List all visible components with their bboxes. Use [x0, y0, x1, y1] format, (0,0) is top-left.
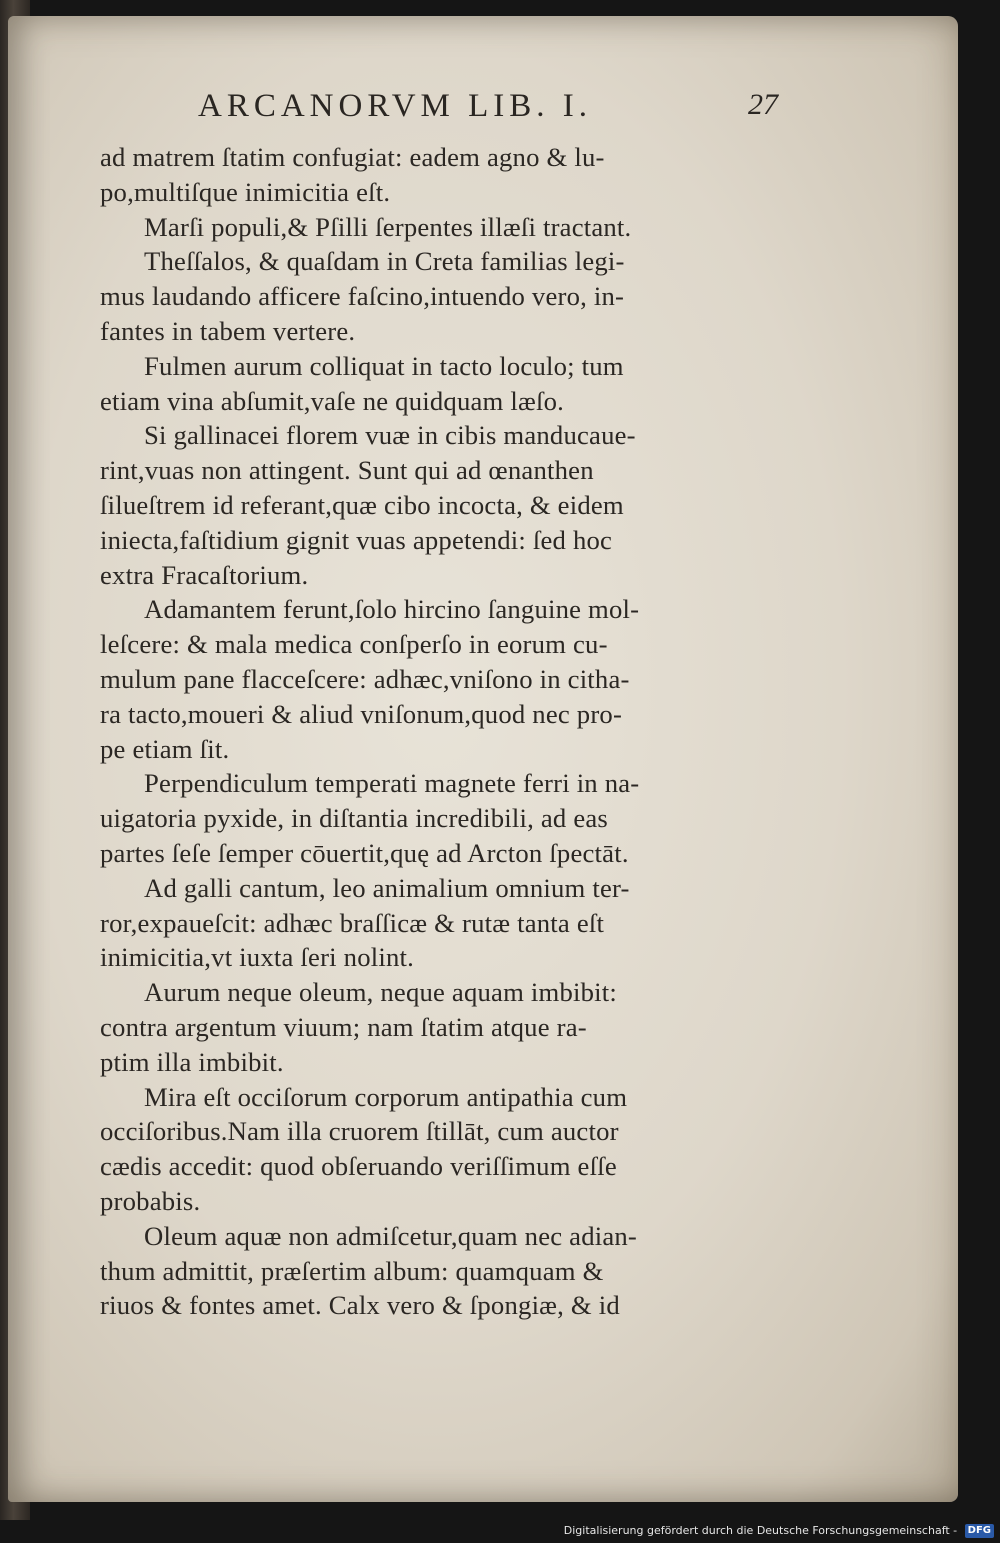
text-line: ra tacto,moueri & aliud vniſonum,quod nec pro- — [100, 698, 623, 729]
text-line: rint,vuas non attingent. Sunt qui ad œnanthen — [100, 455, 594, 486]
text-line: mulum pane flacceſcere: adhæc,vniſono in citha- — [100, 663, 630, 694]
text-line: etiam vina abſumit,vaſe ne quidquam læſo. — [100, 385, 565, 416]
text-line: partes ſeſe ſemper cōuertit,quę ad Arcton ſpectāt. — [100, 837, 629, 868]
digitization-credit — [564, 1522, 994, 1540]
text-line: Ad galli cantum, leo animalium omnium ter- — [144, 872, 630, 903]
text-line: Perpendiculum temperati magnete ferri in na- — [144, 768, 640, 799]
text-line: iniecta,faſtidium gignit vuas appetendi: ſed hoc — [100, 524, 613, 555]
text-line: ſilueſtrem id referant,quæ cibo incocta, & eidem — [100, 489, 624, 520]
dfg-logo: DFG — [965, 1524, 994, 1538]
text-line: fantes in tabem vertere. — [100, 315, 356, 346]
text-line: Si gallinacei florem vuæ in cibis manducaue- — [144, 420, 636, 451]
running-head — [198, 88, 788, 132]
text-line: probabis. — [100, 1185, 201, 1216]
text-line: Aurum neque oleum, neque aquam imbibit: — [144, 977, 617, 1008]
text-line: cædis accedit: quod obſeruando veriſſimum eſſe — [100, 1151, 617, 1182]
text-line: leſcere: & mala medica conſperſo in eorum cu- — [100, 629, 608, 660]
running-head-title: ARCANORVM LIB. I. — [198, 88, 593, 124]
text-line: inimicitia,vt iuxta ſeri nolint. — [100, 942, 414, 973]
text-line: pe etiam ſit. — [100, 733, 230, 764]
page-number: 27 — [748, 88, 778, 121]
text-line: Oleum aquæ non admiſcetur,quam nec adian- — [144, 1220, 637, 1251]
text-line: occiſoribus.Nam illa cruorem ſtillāt, cum auctor — [100, 1116, 619, 1147]
text-line: extra Fracaſtorium. — [100, 559, 309, 590]
credit-text: Digitalisierung gefördert durch die Deutsche Forschungsgemeinschaft - — [563, 1524, 958, 1537]
text-line: Adamantem ferunt,ſolo hircino ſanguine mol- — [144, 594, 640, 625]
text-line: Theſſalos, & quaſdam in Creta familias legi- — [144, 246, 625, 277]
book-page — [8, 16, 958, 1502]
text-line: Mira eſt occiſorum corporum antipathia cum — [144, 1081, 628, 1112]
text-line: Fulmen aurum colliquat in tacto loculo; tum — [144, 350, 624, 381]
text-line: contra argentum viuum; nam ſtatim atque ra- — [100, 1011, 587, 1042]
text-line: po,multiſque inimicitia eſt. — [100, 176, 391, 207]
text-line: mus laudando afficere faſcino,intuendo vero, in- — [100, 281, 625, 312]
text-line: riuos & fontes amet. Calx vero & ſpongiæ, & id — [100, 1290, 620, 1321]
text-line: thum admittit, præſertim album: quamquam & — [100, 1255, 604, 1286]
text-line: ptim illa imbibit. — [100, 1046, 284, 1077]
text-line: ror,expaueſcit: adhæc braſſicæ & rutæ tanta eſt — [100, 907, 605, 938]
text-line: Marſi populi,& Pſilli ſerpentes illæſi tractant. — [144, 211, 632, 242]
text-line: ad matrem ſtatim confugiat: eadem agno & lu- — [100, 142, 605, 172]
text-line: uigatoria pyxide, in diſtantia incredibili, ad eas — [100, 803, 609, 834]
body-text — [100, 140, 820, 1323]
